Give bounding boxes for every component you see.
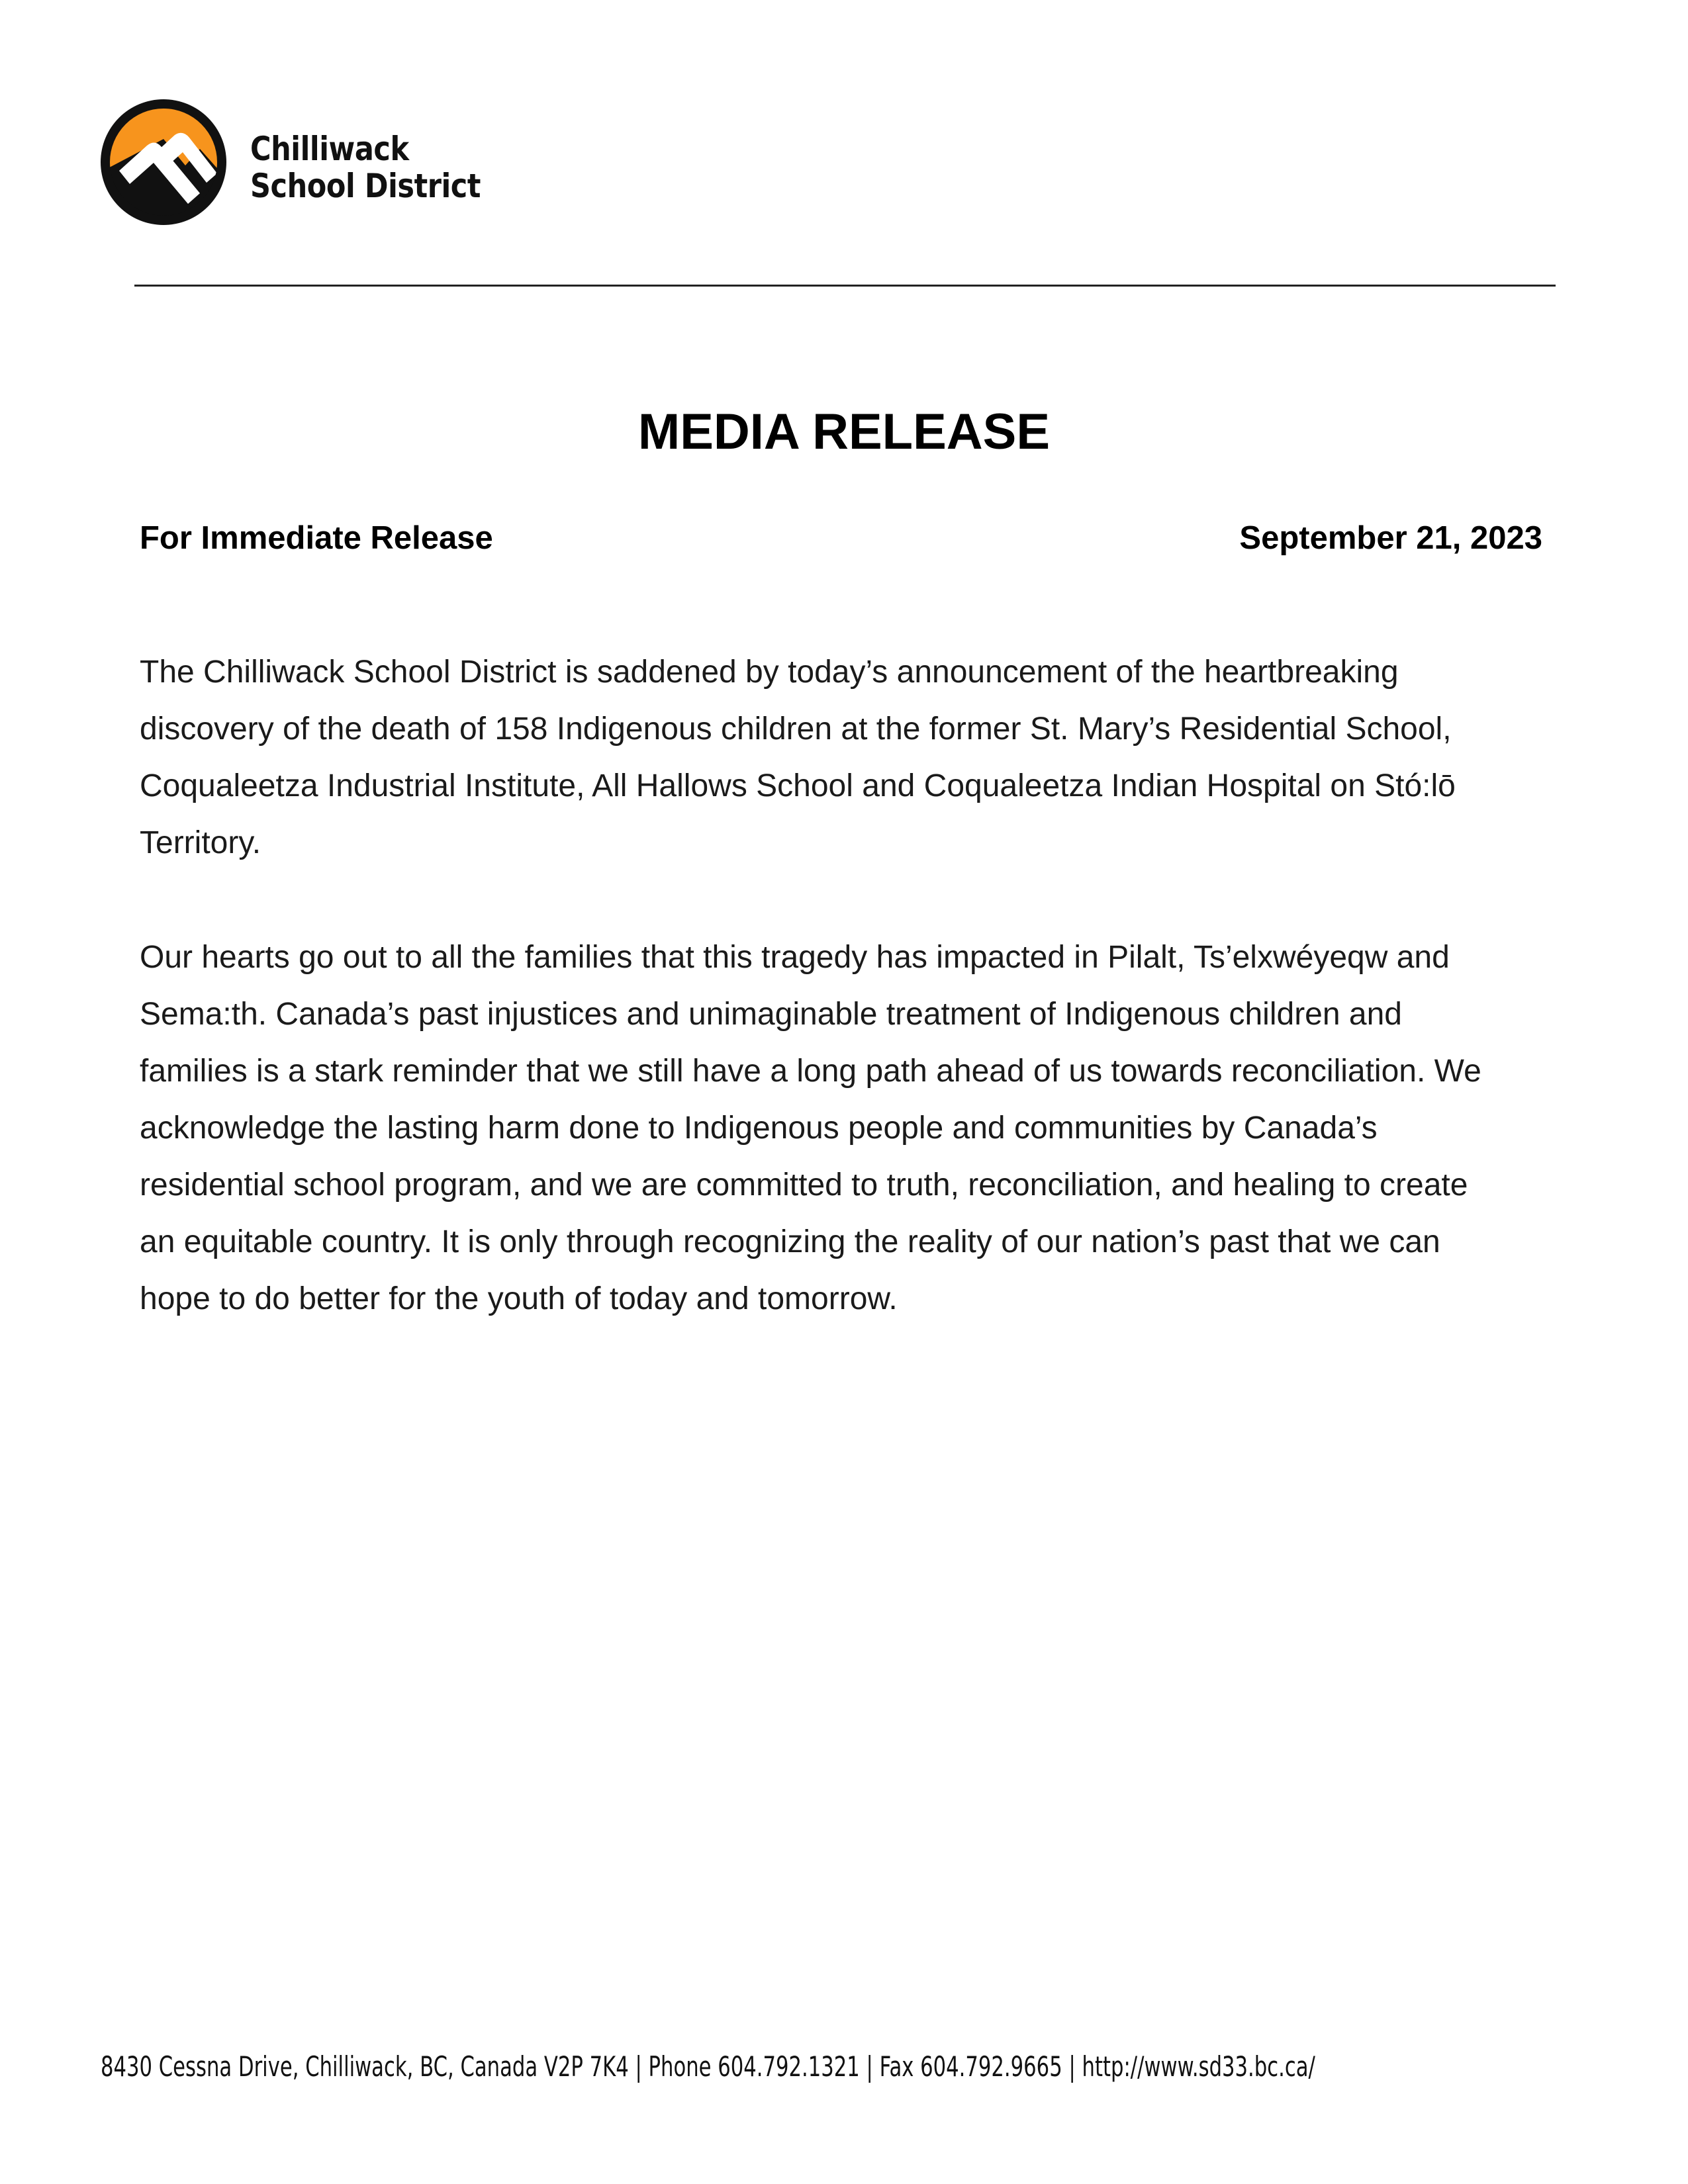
paragraph-2-line: residential school program, and we are committed to truth, reconciliation, and healing to create [140, 1167, 1468, 1203]
paragraph-2-line: Our hearts go out to all the families that this tragedy has impacted in Pilalt, Ts’elxwéyeqw and [140, 940, 1450, 975]
paragraph-2-line: Sema:th. Canada’s past injustices and unimaginable treatment of Indigenous children and [140, 997, 1402, 1032]
district-logo-icon [101, 99, 226, 225]
district-name-line2: School District [250, 167, 481, 205]
paragraph-1-line: discovery of the death of 158 Indigenous children at the former St. Mary’s Residential School, [140, 711, 1452, 747]
paragraph-1-line: The Chilliwack School District is saddened by today’s announcement of the heartbreaking [140, 655, 1399, 690]
district-name [250, 130, 481, 205]
header-divider [134, 285, 1556, 287]
paragraph-1 [140, 644, 1563, 872]
paragraph-1-line: Coqualeetza Industrial Institute, All Hallows School and Coqualeetza Indian Hospital on Stó:lō [140, 768, 1456, 803]
paragraph-1-line: Territory. [140, 825, 261, 860]
paragraph-2-line: families is a stark reminder that we still have a long path ahead of us towards reconciliation. We [140, 1054, 1481, 1089]
page-title: MEDIA RELEASE [637, 404, 1051, 460]
paragraph-2-line: acknowledge the lasting harm done to Indigenous people and communities by Canada’s [140, 1111, 1378, 1146]
paragraph-2 [140, 929, 1563, 1328]
district-name-line1: Chilliwack [250, 130, 409, 168]
release-date: September 21, 2023 [1239, 520, 1542, 556]
paragraph-2-line: hope to do better for the youth of today and tomorrow. [140, 1281, 898, 1316]
release-type: For Immediate Release [140, 520, 493, 556]
district-logo [101, 99, 226, 225]
footer-contact-info: 8430 Cessna Drive, Chilliwack, BC, Canada V2P 7K4 | Phone 604.792.1321 | Fax 604.792.9665 | http://www.sd33.bc.ca/ [101, 2050, 1315, 2083]
paragraph-2-line: an equitable country. It is only through recognizing the reality of our nation’s past that we can [140, 1224, 1440, 1259]
